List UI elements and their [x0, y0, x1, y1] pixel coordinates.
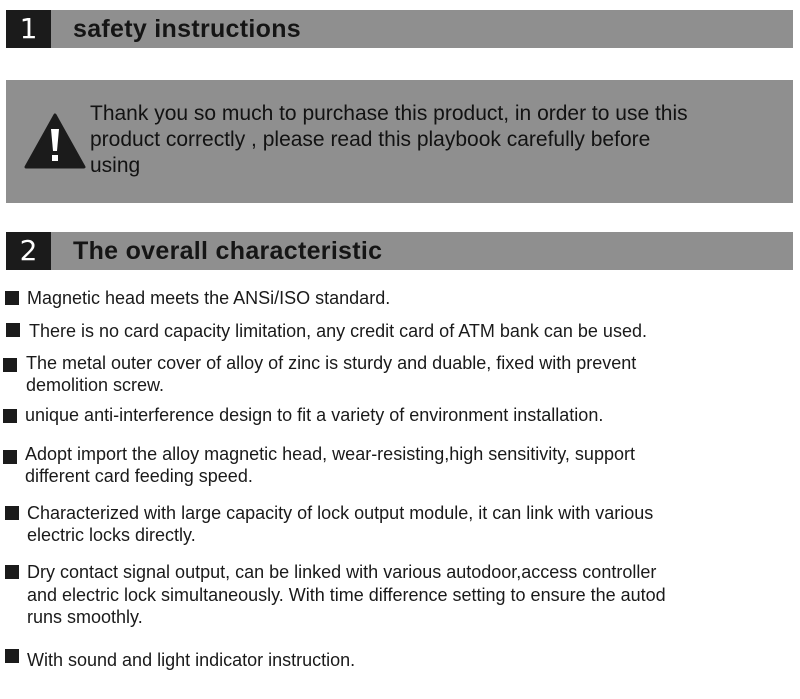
section-number: 2 — [6, 232, 51, 270]
list-item-line: Adopt import the alloy magnetic head, wear-resisting,high sensitivity, support — [25, 444, 635, 464]
section-title: safety instructions — [73, 15, 301, 43]
section-number: 1 — [6, 10, 51, 48]
list-item-line: The metal outer cover of alloy of zinc is sturdy and duable, fixed with prevent — [26, 353, 637, 373]
list-item-line: Characterized with large capacity of lock output module, it can link with various — [27, 503, 654, 523]
square-bullet-icon — [3, 409, 17, 423]
list-item-line: unique anti-interference design to fit a variety of environment installation. — [25, 405, 604, 425]
list-item-line: different card feeding speed. — [25, 466, 253, 486]
notice-box — [6, 80, 793, 203]
list-item-line: demolition screw. — [26, 375, 165, 395]
square-bullet-icon — [5, 506, 19, 520]
warning-icon — [24, 113, 86, 169]
section-header-characteristic — [6, 232, 793, 270]
list-item-line: and electric lock simultaneously. With time difference setting to ensure the autod — [27, 585, 666, 605]
notice-text — [90, 101, 790, 179]
notice-line: product correctly , please read this playbook carefully before — [90, 128, 651, 151]
list-item-line: Magnetic head meets the ANSi/ISO standard. — [27, 288, 391, 308]
list-item-line: There is no card capacity limitation, any credit card of ATM bank can be used. — [29, 321, 647, 341]
square-bullet-icon — [5, 291, 19, 305]
square-bullet-icon — [6, 323, 20, 337]
list-item-line: electric locks directly. — [27, 525, 196, 545]
square-bullet-icon — [3, 358, 17, 372]
square-bullet-icon — [5, 565, 19, 579]
list-item-line: With sound and light indicator instruction. — [27, 650, 356, 670]
list-item-line: Dry contact signal output, can be linked with various autodoor,access controller — [27, 562, 657, 582]
section-title: The overall characteristic — [73, 237, 383, 265]
square-bullet-icon — [3, 450, 17, 464]
notice-line: using — [90, 154, 141, 177]
notice-line: Thank you so much to purchase this product, in order to use this — [90, 102, 688, 125]
square-bullet-icon — [5, 649, 19, 663]
list-item-line: runs smoothly. — [27, 607, 143, 627]
section-header-safety — [6, 10, 793, 48]
